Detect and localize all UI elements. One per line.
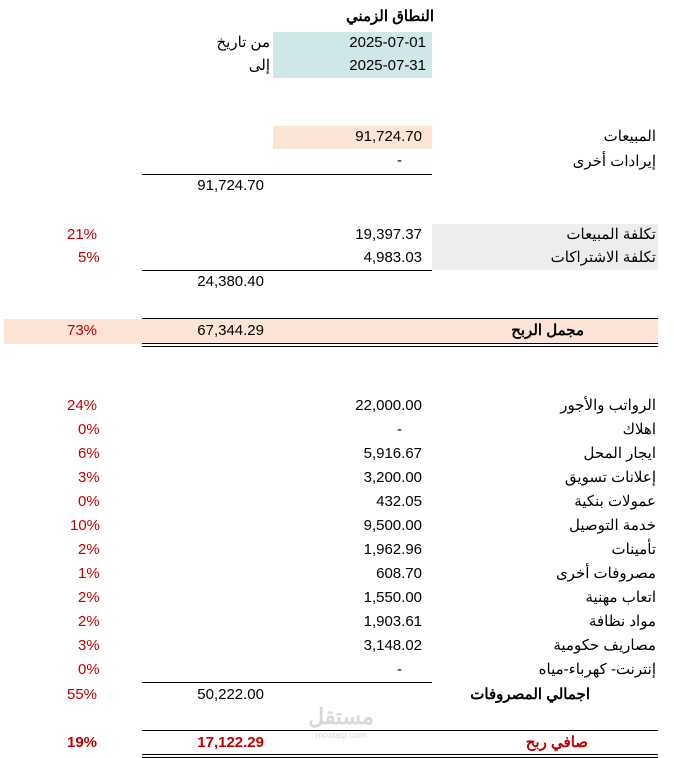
expense-value[interactable]: 9,500.00 xyxy=(363,517,422,534)
expense-pct: 2% xyxy=(78,589,100,606)
expense-pct: 0% xyxy=(78,421,100,438)
mostaql-watermark-logo xyxy=(296,704,386,744)
expense-value[interactable]: 5,916.67 xyxy=(363,445,422,462)
expense-label: إنترنت- كهرباء-مياه xyxy=(538,661,656,678)
to-date-label: إلى xyxy=(248,57,270,74)
expense-label: مصروفات أخرى xyxy=(555,565,656,582)
expense-label: تأمينات xyxy=(611,541,656,558)
gross-profit-double-line-1 xyxy=(142,343,658,344)
expense-value[interactable]: 1,903.61 xyxy=(363,613,422,630)
sales-value[interactable]: 91,724.70 xyxy=(355,128,422,145)
expense-pct: 3% xyxy=(78,469,100,486)
expense-pct: 2% xyxy=(78,613,100,630)
net-profit-top-line xyxy=(142,730,658,731)
expense-value[interactable]: - xyxy=(397,421,402,438)
cogs-value-1[interactable]: 19,397.37 xyxy=(355,226,422,243)
net-profit-value: 17,122.29 xyxy=(197,734,264,751)
net-profit-pct: 19% xyxy=(67,734,98,751)
expense-value[interactable]: 3,200.00 xyxy=(363,469,422,486)
cogs-label-2: تكلفة الاشتراكات xyxy=(550,249,656,266)
expense-label: خدمة التوصيل xyxy=(568,517,656,534)
other-revenue-label: إيرادات أخرى xyxy=(572,153,656,170)
expense-value[interactable]: 1,550.00 xyxy=(363,589,422,606)
expenses-total-label: اجمالي المصروفات xyxy=(470,686,590,703)
expense-pct: 24% xyxy=(67,397,98,414)
from-date-value: 2025-07-01 xyxy=(349,34,426,51)
to-date-value: 2025-07-31 xyxy=(349,57,426,74)
expense-pct: 0% xyxy=(78,661,100,678)
expense-value[interactable]: 22,000.00 xyxy=(355,397,422,414)
expenses-sum-line xyxy=(142,682,432,683)
expense-pct: 1% xyxy=(78,565,100,582)
cogs-pct-2: 5% xyxy=(78,249,100,266)
cogs-total-value: 24,380.40 xyxy=(197,273,264,290)
other-revenue-value[interactable]: - xyxy=(397,152,402,169)
expense-pct: 3% xyxy=(78,637,100,654)
expense-pct: 10% xyxy=(70,517,101,534)
expense-label: اهلاك xyxy=(622,421,656,438)
expense-pct: 2% xyxy=(78,541,100,558)
watermark-site-text: mostaql.com xyxy=(315,730,367,740)
expense-value[interactable]: 1,962.96 xyxy=(363,541,422,558)
expense-label: إعلانات تسويق xyxy=(564,469,656,486)
expense-label: ايجار المحل xyxy=(583,445,656,462)
expense-pct: 0% xyxy=(78,493,100,510)
expense-value[interactable]: 432.05 xyxy=(376,493,422,510)
gross-profit-top-line xyxy=(142,318,658,319)
revenue-total-value: 91,724.70 xyxy=(197,177,264,194)
range-title: النطاق الزمني xyxy=(345,8,434,25)
expense-label: الرواتب والأجور xyxy=(560,397,656,414)
from-date-label: من تاريخ xyxy=(216,34,270,51)
cogs-label-1: تكلفة المبيعات xyxy=(566,226,656,243)
expense-value[interactable]: - xyxy=(397,661,402,678)
expenses-total-value: 50,222.00 xyxy=(197,686,264,703)
net-profit-double-line-1 xyxy=(142,754,658,755)
expense-pct: 6% xyxy=(78,445,100,462)
cogs-value-2[interactable]: 4,983.03 xyxy=(363,249,422,266)
expense-label: اتعاب مهنية xyxy=(585,589,656,606)
expense-label: عمولات بنكية xyxy=(574,493,656,510)
expense-label: مصاريف حكومية xyxy=(553,637,656,654)
gross-profit-value: 67,344.29 xyxy=(197,322,264,339)
watermark-brand-text: مستقل xyxy=(308,704,374,729)
net-profit-label: صافي ربح xyxy=(525,734,588,751)
expense-label: مواد نظافة xyxy=(588,613,656,630)
sales-label: المبيعات xyxy=(603,128,656,145)
expenses-total-pct: 55% xyxy=(67,686,98,703)
expense-value[interactable]: 3,148.02 xyxy=(363,637,422,654)
expense-value[interactable]: 608.70 xyxy=(376,565,422,582)
gross-profit-double-line-2 xyxy=(142,346,658,347)
gross-profit-label: مجمل الربح xyxy=(511,322,584,339)
gross-profit-pct: 73% xyxy=(67,322,98,339)
cogs-pct-1: 21% xyxy=(67,226,98,243)
